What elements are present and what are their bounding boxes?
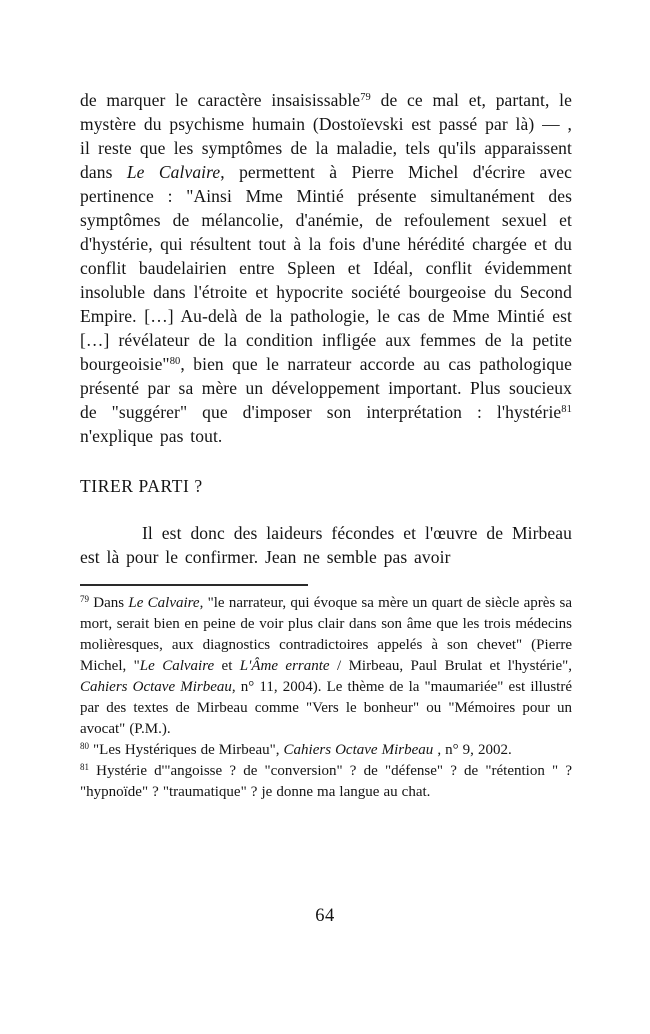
section-heading: TIRER PARTI ? [80, 476, 203, 496]
text-block [80, 88, 572, 803]
footnote-separator [80, 584, 308, 586]
second-paragraph: Il est donc des laideurs fécondes et l'œuvre de Mirbeau est là pour le confirmer. Jean ne semble pas avoir [80, 523, 572, 567]
footnote-79: $^{79}$ Dans Le Calvaire, "le narrateur, qui évoque sa mère un quart de siècle après sa mort, serait bien en peine de voir plus clair dans son âme que les trois médecins molièresques, aux diagnostics contradictoires appelés à son chevet" (Pierre Michel, "Le Calvaire et L'Âme errante / Mirbeau, Paul Brulat et l'hystérie", Cahiers Octave Mirbeau, n° 11, 2004). Le thème de la "maumariée" est illustré par des textes de Mirbeau comme "Vers le bonheur" ou "Mémoires pour un avocat" (P.M.). [80, 594, 573, 737]
page-number: 64 [315, 906, 335, 926]
footnote-81: $^{81}$ Hystérie d'"angoisse ? de "conversion" ? de "défense" ? de "rétention " ? "hypnoïde" ? "traumatique" ? je donne ma langue au chat. [80, 762, 572, 800]
main-paragraph: de marquer le caractère insaisissable$^{79}$ de ce mal et, partant, le mystère du psychisme humain (Dostoïevski est passé par là) — , il reste que les symptômes de la maladie, tels qu'ils apparaissent dans Le Calvaire, permettent à Pierre Michel d'écrire avec pertinence : "Ainsi Mme Mintié présente simultanément des symptômes de mélancolie, d'anémie, de refoulement sexuel et d'hystérie, qui résultent tout à la fois d'une hérédité chargée et du conflit baudelairien entre Spleen et Idéal, conflit évidemment insoluble dans l'étroite et hypocrite société bourgeoise du Second Empire. […] Au-delà de la pathologie, le cas de Mme Mintié est […] révélateur de la condition infligée aux femmes de la petite bourgeoisie"$^{80}$, bien que le narrateur accorde au cas pathologique présenté par sa mère un développement important. Plus soucieux de "suggérer" que d'imposer son interprétation : l'hystérie$^{81}$ n'explique pas tout. [80, 90, 573, 446]
footnotes-block [80, 593, 572, 803]
footnote-80: $^{80}$ "Les Hystériques de Mirbeau", Cahiers Octave Mirbeau , n° 9, 2002. [80, 741, 512, 758]
